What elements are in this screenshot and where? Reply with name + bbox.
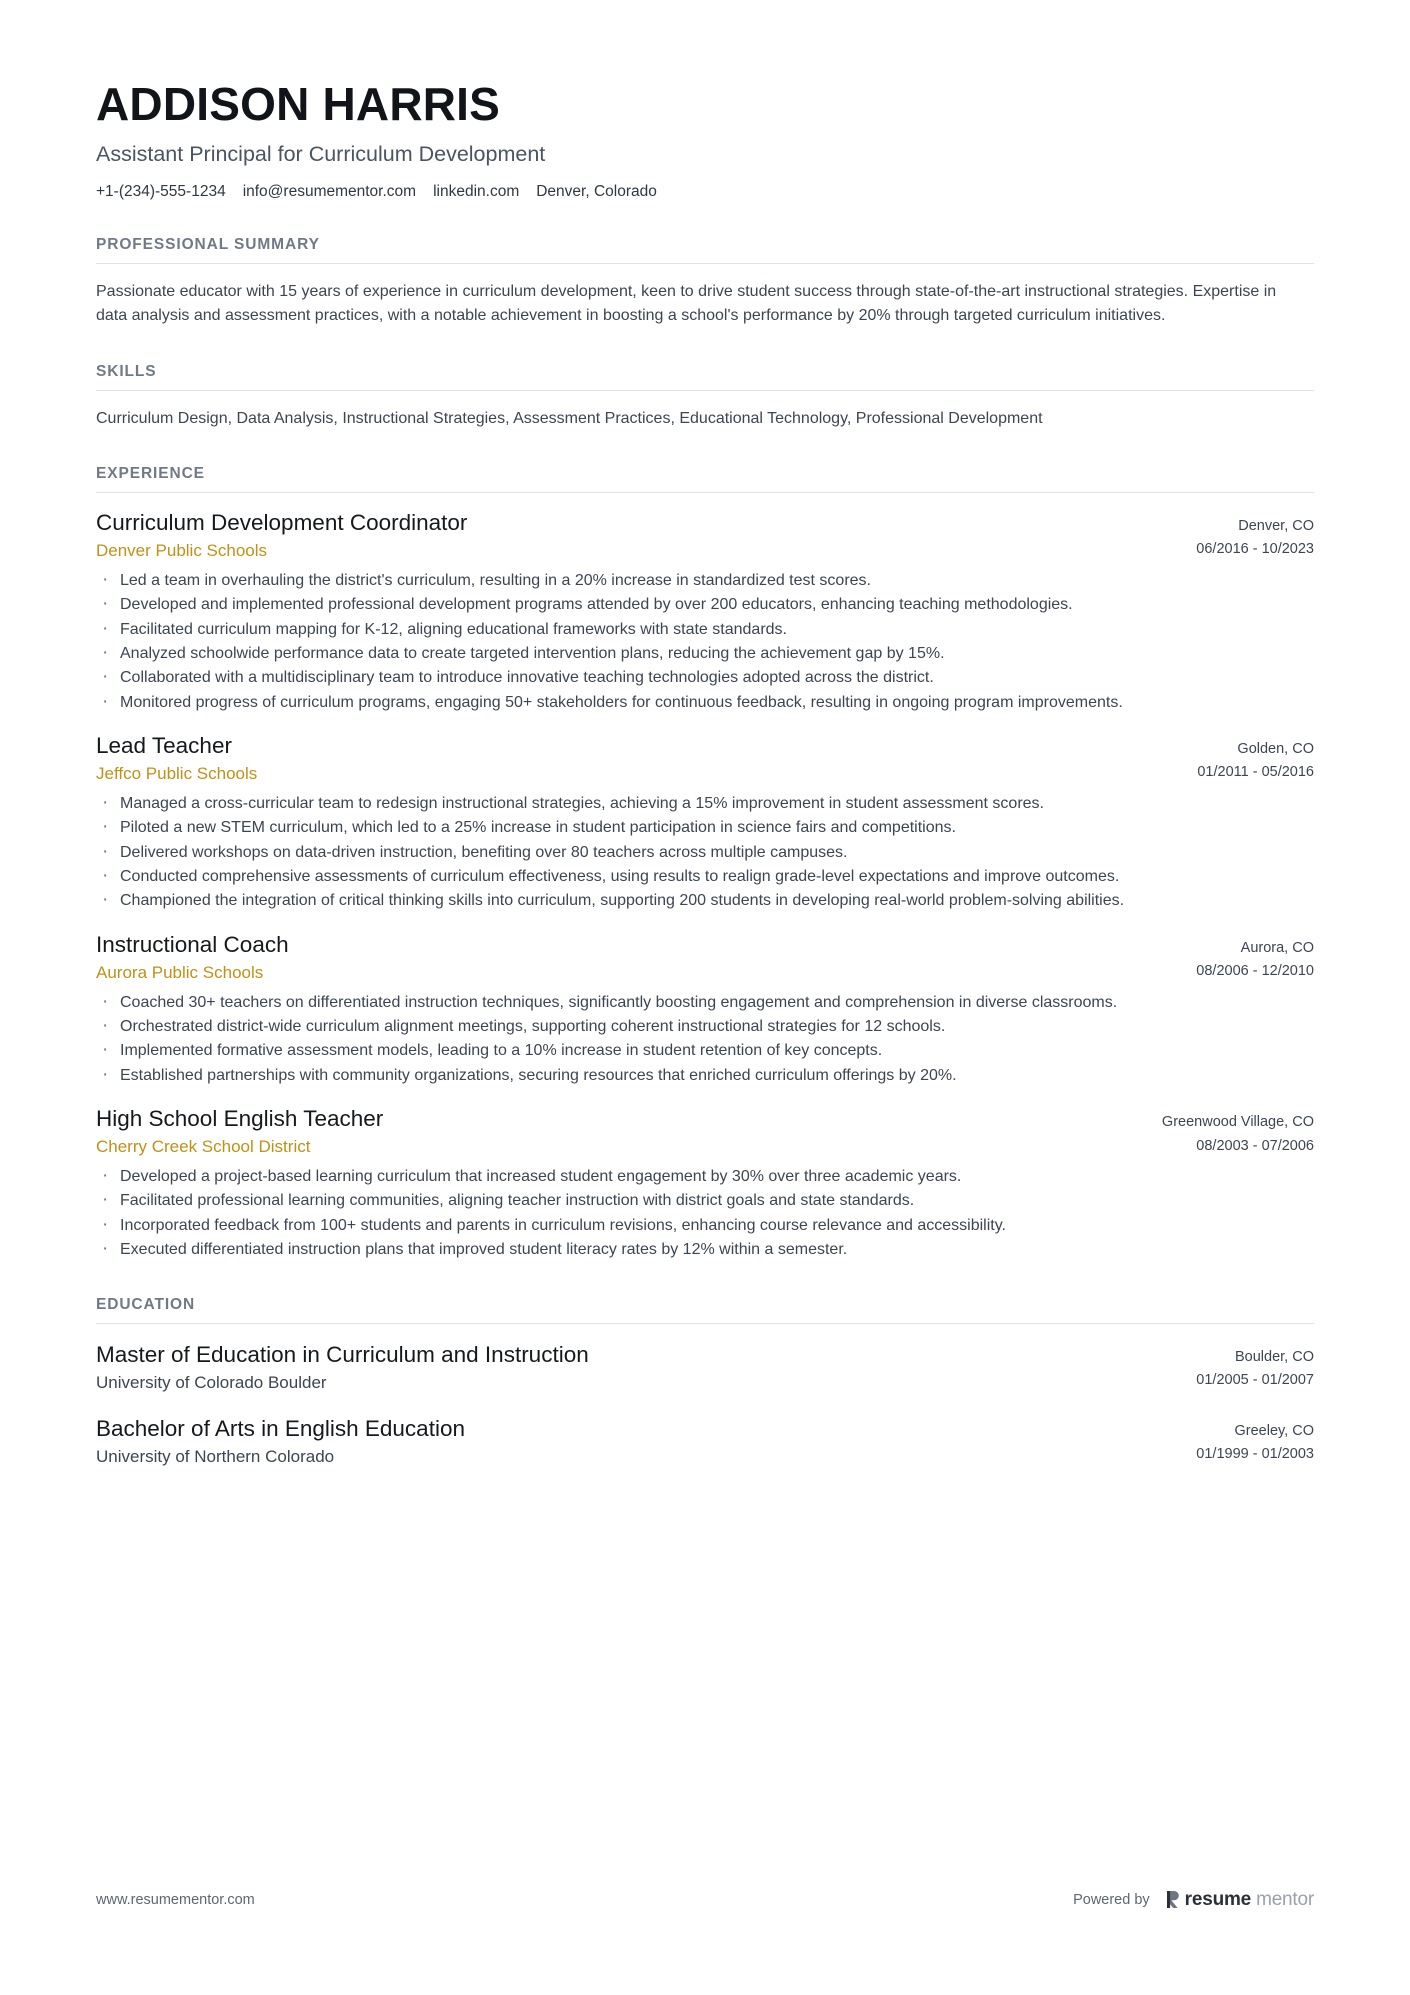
job-title: Curriculum Development Coordinator: [96, 509, 468, 535]
employer-name: Cherry Creek School District: [96, 1136, 311, 1156]
section-experience: [96, 465, 1314, 1262]
school-location: Greeley, CO: [1234, 1422, 1314, 1439]
job-dates: 01/2011 - 05/2016: [1197, 764, 1314, 781]
footer-website-url[interactable]: www.resumementor.com: [96, 1891, 255, 1908]
experience-entry-meta: [1162, 1105, 1314, 1158]
job-responsibility-item: · Orchestrated district-wide curriculum alignment meetings, supporting coherent instructional strategies for 12 schools.: [96, 1015, 1314, 1038]
education-entry-meta: [1196, 1414, 1314, 1467]
section-title-experience: EXPERIENCE: [96, 465, 1314, 493]
experience-list: [96, 509, 1314, 1262]
summary-text: Passionate educator with 15 years of experience in curriculum development, keen to drive student success through state-of-the-art instructional strategies. Expertise in data analysis and assessment practices, with a notable achievement in boosting a school's performance by 20% through targeted curriculum initiatives.: [96, 282, 1277, 325]
contact-separator: [519, 182, 536, 202]
education-list: [96, 1340, 1314, 1469]
job-responsibility-item: · Managed a cross-curricular team to redesign instructional strategies, achieving a 15% improvement in student assessment scores.: [96, 792, 1314, 815]
job-responsibility-item: · Facilitated curriculum mapping for K-12, aligning educational frameworks with state standards.: [96, 618, 1314, 641]
section-title-education: EDUCATION: [96, 1296, 1314, 1324]
job-responsibility-item: · Piloted a new STEM curriculum, which led to a 25% increase in student participation in science fairs and competitions.: [96, 816, 1314, 839]
section-education: [96, 1296, 1314, 1469]
experience-entry-main: [96, 931, 1172, 984]
school-location: Boulder, CO: [1235, 1348, 1314, 1365]
education-entry-meta: [1196, 1340, 1314, 1393]
degree-title: Bachelor of Arts in English Education: [96, 1415, 465, 1441]
brand-name-secondary: mentor: [1256, 1889, 1314, 1910]
section-professional-summary: [96, 236, 1314, 329]
education-entry-header: [96, 1414, 1314, 1468]
section-skills: [96, 363, 1314, 431]
employer-name: Jeffco Public Schools: [96, 763, 258, 783]
job-title: Lead Teacher: [96, 732, 232, 758]
experience-entry-meta: [1196, 931, 1314, 984]
candidate-headline: Assistant Principal for Curriculum Development: [96, 141, 546, 166]
job-responsibility-item: · Coached 30+ teachers on differentiated instruction techniques, significantly boosting engagement and comprehension in diverse classrooms.: [96, 991, 1314, 1014]
job-dates: 08/2006 - 12/2010: [1196, 963, 1314, 980]
experience-entry-meta: [1197, 732, 1314, 785]
contact-linkedin[interactable]: linkedin.com: [433, 182, 520, 200]
job-responsibility-item: · Implemented formative assessment models, leading to a 10% increase in student retention of key concepts.: [96, 1039, 1314, 1062]
job-location: Greenwood Village, CO: [1161, 1114, 1314, 1131]
section-title-summary: PROFESSIONAL SUMMARY: [96, 236, 1314, 264]
school-dates: 01/2005 - 01/2007: [1196, 1372, 1314, 1389]
job-location: Denver, CO: [1238, 517, 1314, 534]
job-responsibility-item: · Analyzed schoolwide performance data to create targeted intervention plans, reducing the achievement gap by 15%.: [96, 642, 1314, 665]
footer-branding: [1073, 1890, 1314, 1909]
job-responsibility-item: · Developed a project-based learning curriculum that increased student engagement by 30% over three academic years.: [96, 1165, 1314, 1188]
education-entry: [96, 1340, 1314, 1394]
job-dates: 06/2016 - 10/2023: [1196, 541, 1314, 558]
employer-name: Denver Public Schools: [96, 540, 268, 560]
job-responsibility-item: · Incorporated feedback from 100+ students and parents in curriculum revisions, enhancing course relevance and accessibility.: [96, 1214, 1314, 1237]
contact-separator: [416, 182, 433, 202]
contact-email[interactable]: info@resumementor.com: [242, 182, 417, 200]
contact-location: Denver, Colorado: [536, 182, 657, 200]
experience-entry-header: [96, 732, 1314, 785]
experience-entry-header: [96, 509, 1314, 562]
job-responsibility-list: [96, 569, 1314, 714]
job-title: High School English Teacher: [96, 1106, 384, 1132]
experience-entry: [96, 931, 1314, 1087]
job-responsibility-list: [96, 792, 1314, 913]
experience-entry-meta: [1196, 509, 1314, 562]
school-name: University of Colorado Boulder: [96, 1372, 327, 1392]
experience-entry-main: [96, 732, 1173, 785]
experience-entry-main: [96, 1105, 1138, 1158]
education-entry-header: [96, 1340, 1314, 1394]
education-entry: [96, 1414, 1314, 1468]
school-name: University of Northern Colorado: [96, 1447, 335, 1467]
experience-entry-header: [96, 1105, 1314, 1158]
job-responsibility-item: · Executed differentiated instruction plans that improved student literacy rates by 12% within a semester.: [96, 1238, 1314, 1261]
resume-header: [96, 56, 1314, 202]
employer-name: Aurora Public Schools: [96, 962, 264, 982]
job-responsibility-item: · Conducted comprehensive assessments of curriculum effectiveness, using results to realign grade-level expectations and improve outcomes.: [96, 865, 1314, 888]
job-responsibility-list: [96, 1165, 1314, 1261]
education-entry-main: [96, 1414, 1172, 1468]
powered-by-label: Powered by: [1073, 1891, 1150, 1908]
experience-entry-header: [96, 931, 1314, 984]
experience-entry-main: [96, 509, 1172, 562]
job-responsibility-item: · Led a team in overhauling the district's curriculum, resulting in a 20% increase in standardized test scores.: [96, 569, 1314, 592]
job-location: Aurora, CO: [1240, 939, 1314, 956]
candidate-name: ADDISON HARRIS: [96, 78, 501, 130]
page-footer: [96, 1890, 1314, 1909]
job-responsibility-item: · Facilitated professional learning communities, aligning teacher instruction with district goals and state standards.: [96, 1189, 1314, 1212]
job-responsibility-item: · Monitored progress of curriculum programs, engaging 50+ stakeholders for continuous feedback, resulting in ongoing program improvements.: [96, 691, 1314, 714]
resumementor-mark-icon: [1166, 1890, 1180, 1909]
degree-title: Master of Education in Curriculum and Instruction: [96, 1341, 589, 1367]
contact-separator: [226, 182, 243, 202]
experience-entry: [96, 732, 1314, 913]
experience-entry: [96, 1105, 1314, 1261]
job-responsibility-item: · Developed and implemented professional development programs attended by over 200 educators, enhancing teaching methodologies.: [96, 593, 1314, 616]
job-responsibility-item: · Collaborated with a multidisciplinary team to introduce innovative teaching technologies adopted across the district.: [96, 666, 1314, 689]
skills-text: Curriculum Design, Data Analysis, Instructional Strategies, Assessment Practices, Educational Technology, Professional Development: [96, 409, 1043, 427]
job-responsibility-item: · Delivered workshops on data-driven instruction, benefiting over 80 teachers across multiple campuses.: [96, 841, 1314, 864]
job-title: Instructional Coach: [96, 931, 289, 957]
job-responsibility-item: · Established partnerships with community organizations, securing resources that enriched curriculum offerings by 20%.: [96, 1064, 1314, 1087]
contact-phone: +1-(234)-555-1234: [96, 182, 226, 200]
job-dates: 08/2003 - 07/2006: [1196, 1137, 1314, 1154]
section-title-skills: SKILLS: [96, 363, 1314, 391]
brand-name-primary: resume: [1184, 1889, 1252, 1910]
experience-entry: [96, 509, 1314, 714]
school-dates: 01/1999 - 01/2003: [1196, 1446, 1314, 1463]
job-location: Golden, CO: [1237, 740, 1314, 757]
contact-line: [96, 182, 1314, 202]
resumementor-logo: [1166, 1890, 1314, 1909]
job-responsibility-list: [96, 991, 1314, 1087]
job-responsibility-item: · Championed the integration of critical thinking skills into curriculum, supporting 200 students in developing real-world problem-solving abilities.: [96, 889, 1314, 912]
education-entry-main: [96, 1340, 1172, 1394]
